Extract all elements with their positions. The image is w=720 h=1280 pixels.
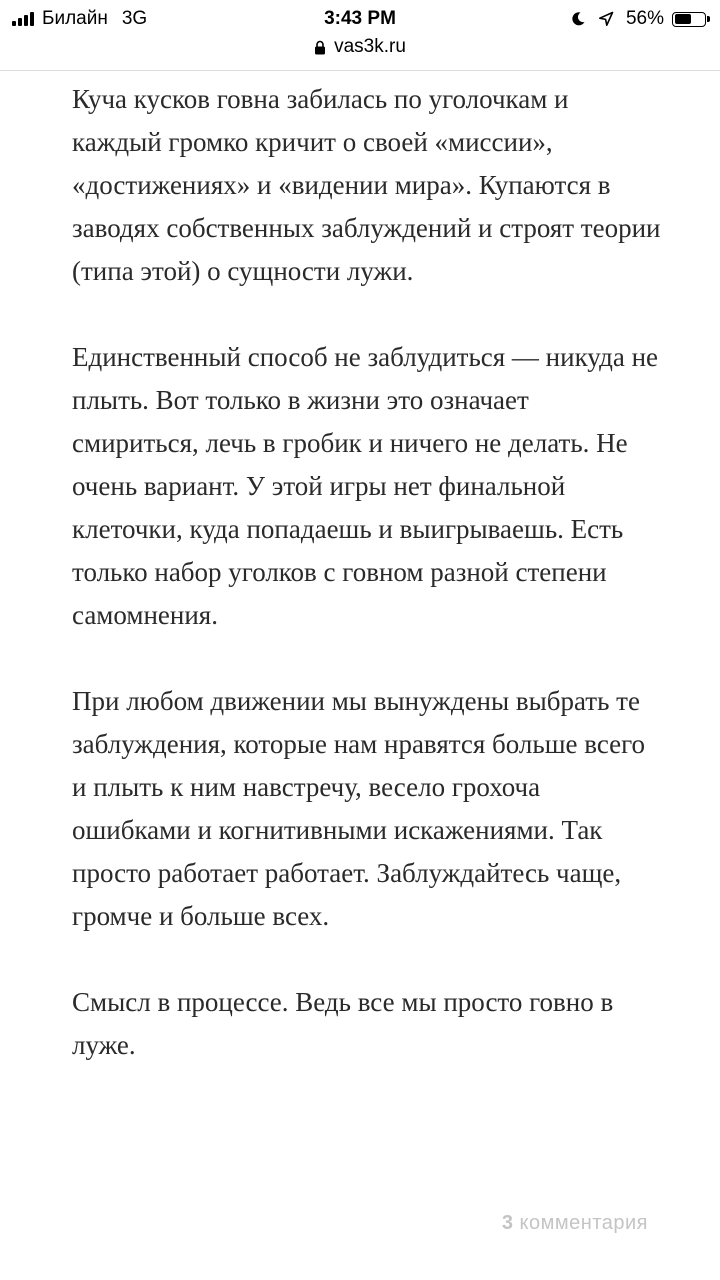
battery-icon: [672, 12, 706, 27]
comments-link[interactable]: [502, 1212, 648, 1235]
paragraph-3: При любом движении мы вынуждены выбрать те заблуждения, которые нам нравятся больше всего и плыть к ним навстречу, весело грохоча ошибками и когнитивными искажениями. Так просто работает работает. Заблуждайтесь чаще, громче и больше всех.: [72, 686, 646, 931]
paragraph-2: Единственный способ не заблудиться — никуда не плыть. Вот только в жизни это означает смириться, лечь в гробик и ничего не делать. Не очень вариант. У этой игры нет финальной клеточки, куда попадаешь и выигрываешь. Есть только набор уголков с говном разной степени самомнения.: [72, 342, 659, 630]
battery-fill: [675, 14, 691, 24]
comments-count: 3: [501, 1212, 514, 1234]
battery-percent: 56%: [625, 8, 664, 29]
address-bar[interactable]: [0, 36, 720, 58]
paragraph-4: Смысл в процессе. Ведь все мы просто говно в луже.: [72, 987, 614, 1060]
status-right: [570, 6, 706, 32]
status-bar: [0, 0, 720, 71]
status-time: 3:43 PM: [324, 8, 396, 29]
comments-label: комментария: [519, 1212, 648, 1234]
paragraph-1: Куча кусков говна забилась по уголочкам и каждый громко кричит о своей «миссии», «достижениях» и «видении мира». Купаются в заводях собственных заблуждений и строят теории (типа этой) о сущности лужи.: [72, 84, 661, 286]
location-arrow-icon: [598, 11, 614, 27]
article-body: [72, 78, 662, 1067]
network-type: 3G: [121, 8, 148, 29]
carrier-name: Билайн: [42, 8, 108, 29]
lock-icon: [314, 40, 326, 55]
domain-text: vas3k.ru: [334, 36, 406, 57]
moon-icon: [570, 11, 586, 27]
